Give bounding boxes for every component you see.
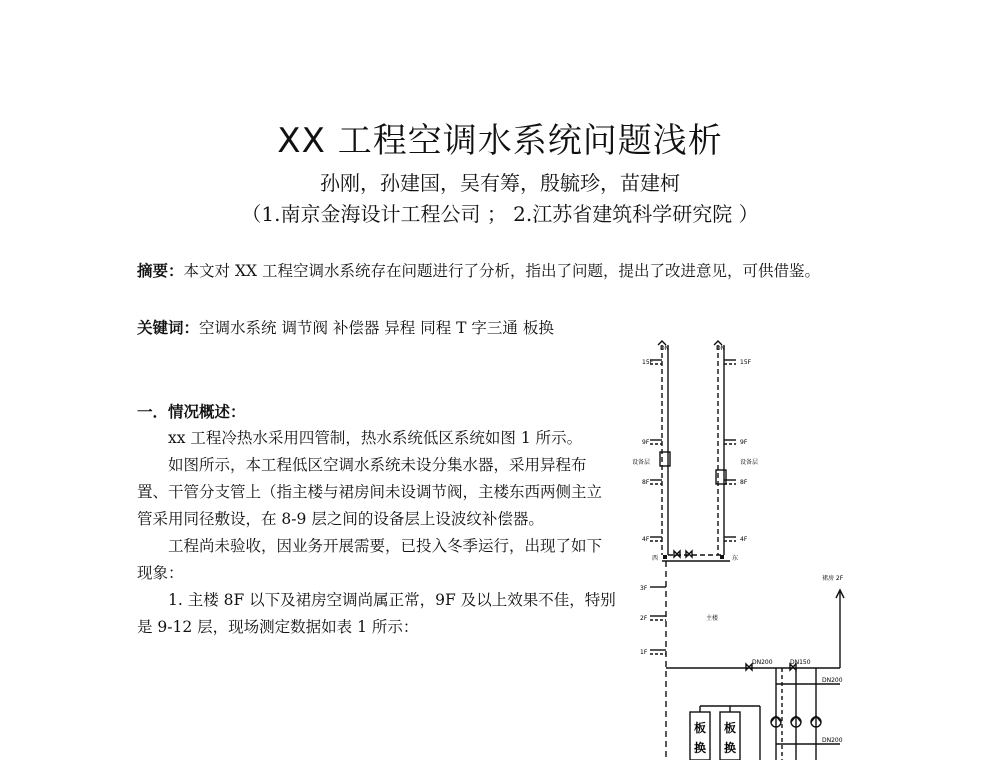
pipe-dn200-c: DN200 [822,737,843,744]
equipment-layer-left: 设备层 [632,459,651,466]
section-heading: 一．情况概述： [137,402,246,421]
floor-1f: 1F [640,649,648,656]
floor-8f-left: 8F [642,479,650,486]
podium-label: 裙房 2F [822,575,844,582]
abstract-label: 摘要： [137,261,184,280]
floor-4f-left: 4F [642,536,650,543]
pipe-label-top-left: DN [660,345,670,352]
keywords-text: 空调水系统 调节阀 补偿器 异程 同程 T 字三通 板换 [199,319,554,337]
equipment-layer-right: 设备层 [740,459,759,466]
paragraph-2: 如图所示，本工程低区空调水系统未设分集水器，采用异程布置、干管分支管上（指主楼与裙房间未设调节阀，主楼东西两侧主立管采用同径敷设，在 8-9 层之间的设备层上设波纹补偿器。 [137,456,603,528]
plate-hx-2-bottom: 换 [724,741,737,755]
paragraph-1: xx 工程冷热水采用四管制，热水系统低区系统如图 1 所示。 [168,429,583,447]
floor-15f-right: 15F [740,359,752,366]
abstract-text: 本文对 XX 工程空调水系统存在问题进行了分析，指出了问题，提出了改进意见，可供借鉴。 [183,262,820,280]
floor-2f: 2F [640,615,648,622]
pipe-dn200-main: DN200 [752,659,773,666]
keywords-label: 关键词： [137,318,200,337]
paper-title: XX 工程空调水系统问题浅析 [277,121,723,161]
floor-15f-left: 15F [642,359,654,366]
pipe-dn150: DN150 [790,659,811,666]
paragraph-4: 1. 主楼 8F 以下及裙房空调尚属正常，9F 及以上效果不佳，特别是 9-12 层，现场测定数据如表 1 所示： [137,591,616,636]
plate-hx-1-top: 板 [694,721,707,735]
pipe-dn200-b: DN200 [822,677,843,684]
plate-hx-2-top: 板 [724,721,737,735]
paper-authors: 孙刚，孙建国，吴有筹，殷毓珍，苗建柯 [320,171,680,195]
label-west: 西 [652,555,659,562]
main-building-label: 主楼 [706,615,719,622]
paragraph-3: 工程尚未验收，因业务开展需要，已投入冬季运行，出现了如下现象： [137,537,603,582]
floor-9f-left: 9F [642,439,650,446]
floor-8f-right: 8F [740,479,748,486]
floor-9f-right: 9F [740,439,748,446]
floor-4f-right: 4F [740,536,748,543]
floor-3f: 3F [640,585,648,592]
label-east: 东 [732,555,739,562]
plate-hx-1-bottom: 换 [694,741,707,755]
paper-affiliation: （1.南京金海设计工程公司 ； 2.江苏省建筑科学研究院 ） [241,202,759,226]
pipe-label-top-right: DN [716,345,726,352]
